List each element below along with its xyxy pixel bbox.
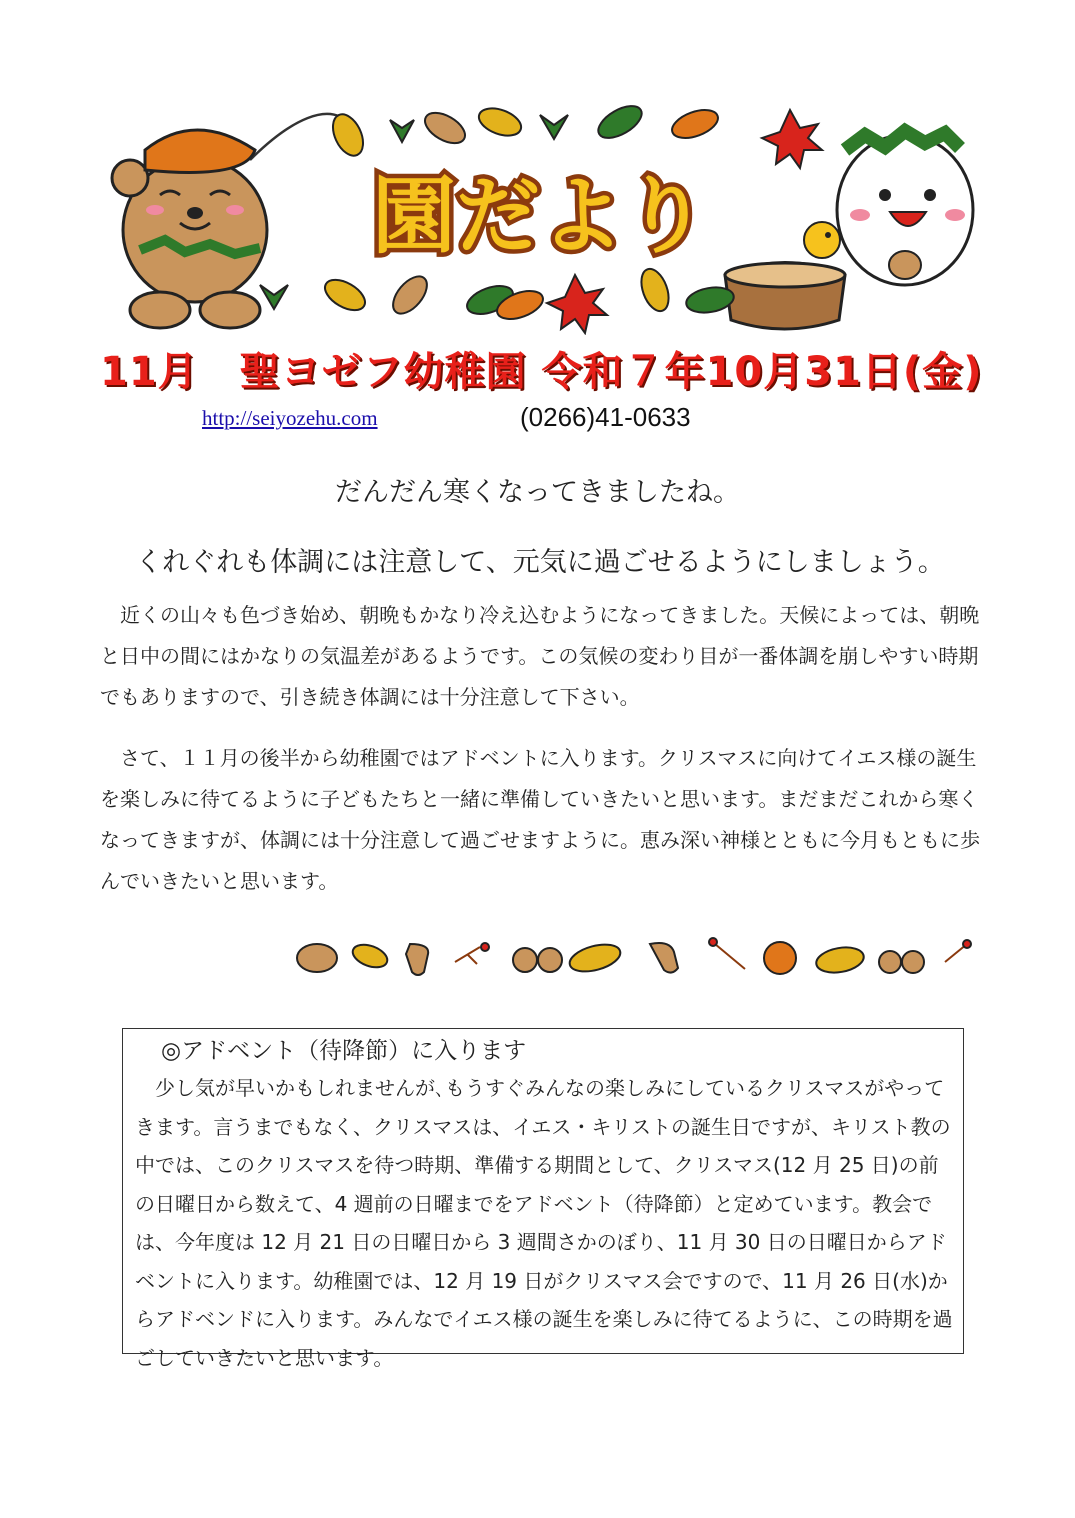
white-bear-with-acorn-icon (837, 131, 973, 285)
banner-title-text: 園だより (371, 167, 709, 265)
body-paragraph: 近くの山々も色づき始め、朝晩もかなり冷え込むようになってきました。天候によっては、朝晩と日中の間にはかなりの気温差があるようです。この気候の変わり目が一番体調を崩しやすい時期でもありますので、引き続き体調には十分注意して下さい。 (100, 603, 980, 709)
acorn-divider (295, 932, 975, 977)
acorns-chestnuts-leaves-icon (295, 932, 975, 977)
notice-body: 少し気が早いかもしれませんが､もうすぐみんなの楽しみにしているクリスマスがやってきます。言うまでもなく、クリスマスは、イエス・キリストの誕生日ですが、キリスト教の中では、このクリスマスを待つ時期、準備する期間として、クリスマス(12 月 25 日)の前の日曜日から数えて、4 週前の日曜までをアドベント（待降節）と定めています。教会では、今年度は 12 月 21 日の日曜日から 3 週間さかのぼり、11 月 30 日の日曜日からアドベントに入ります。幼稚園では、12 月 19 日がクリスマス会ですので、11 月 26 日(水)からアドベンドに入ります。みんなでイエス様の誕生を楽しみに待てるように、この時期を過ごしていきたいと思います。 (135, 1076, 953, 1370)
leaf-row-bottom-icon (260, 265, 736, 333)
advent-notice-box (122, 1028, 964, 1370)
greeting-line-2: くれぐれも体調には注意して、元気に過ごせるようにしましょう。 (135, 547, 945, 578)
stump-with-bird-icon (725, 222, 845, 329)
banner-title (372, 167, 708, 265)
banner (100, 100, 980, 335)
website-link[interactable]: http://seiyozehu.com (202, 406, 378, 430)
body-paragraph: さて、１１月の後半から幼稚園ではアドベントに入ります。クリスマスに向けてイエス様の誕生を楽しみに待てるように子どもたちと一緒に準備していきたいと思います。まだまだこれから寒くなってきますが、体調には十分注意して過ごせますように。恵み深い神様とともに今月もともに歩んでいきたいと思います。 (100, 746, 980, 893)
bear-with-leaf-crown-icon (112, 130, 267, 328)
phone-number: (0266)41-0633 (520, 402, 691, 432)
greeting-line-1: だんだん寒くなってきましたね。 (335, 477, 740, 508)
newsletter-headline: 11月 聖ヨゼフ幼稚園 令和７年10月31日(金) (100, 349, 983, 395)
banner-illustration (100, 100, 980, 335)
notice-title: ◎アドベント（待降節）に入ります (161, 1038, 527, 1064)
leaf-row-top-icon (327, 100, 822, 168)
